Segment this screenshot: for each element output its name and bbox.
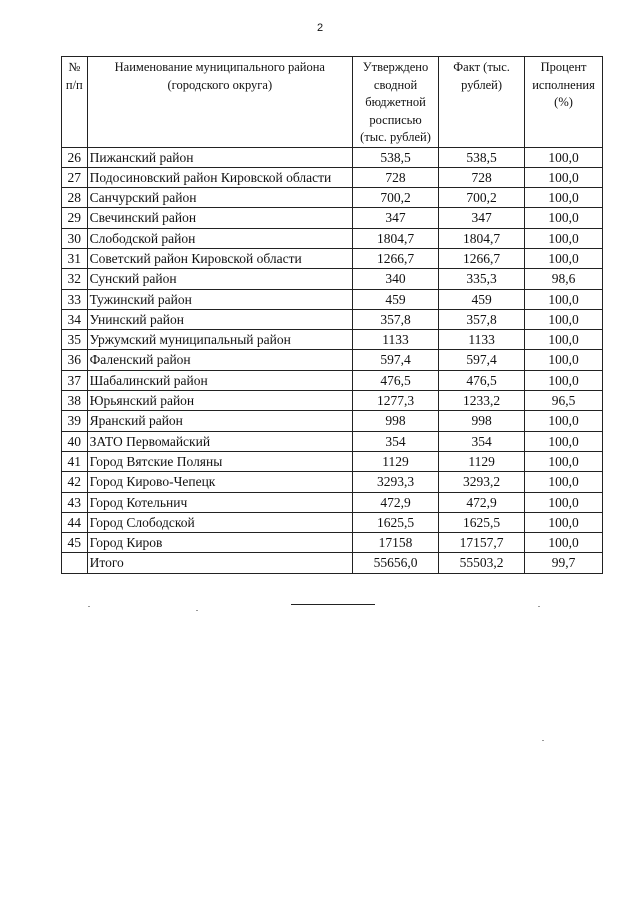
fact-value-cell: 728 bbox=[439, 167, 525, 187]
approved-value-cell: 354 bbox=[352, 431, 438, 451]
scan-speck bbox=[542, 740, 544, 741]
header-row-number: № п/п bbox=[62, 57, 88, 148]
table-row bbox=[62, 228, 603, 248]
row-number-cell: 33 bbox=[62, 289, 88, 309]
district-name-cell: Советский район Кировской области bbox=[87, 248, 352, 268]
row-number-cell: 31 bbox=[62, 248, 88, 268]
district-name-cell: Санчурский район bbox=[87, 188, 352, 208]
scan-speck bbox=[196, 610, 198, 611]
percent-value-cell: 100,0 bbox=[525, 309, 603, 329]
approved-value-cell: 1133 bbox=[352, 330, 438, 350]
approved-value-cell: 597,4 bbox=[352, 350, 438, 370]
fact-value-cell: 700,2 bbox=[439, 188, 525, 208]
row-number-cell: 27 bbox=[62, 167, 88, 187]
percent-value-cell: 100,0 bbox=[525, 492, 603, 512]
percent-value-cell: 100,0 bbox=[525, 411, 603, 431]
fact-value-cell: 3293,2 bbox=[439, 472, 525, 492]
approved-value-cell: 700,2 bbox=[352, 188, 438, 208]
table-row bbox=[62, 512, 603, 532]
percent-value-cell: 100,0 bbox=[525, 228, 603, 248]
table-row bbox=[62, 188, 603, 208]
header-district-name: Наименование муниципального района (городского округа) bbox=[87, 57, 352, 148]
approved-value-cell: 998 bbox=[352, 411, 438, 431]
percent-value-cell: 100,0 bbox=[525, 330, 603, 350]
approved-value-cell: 1804,7 bbox=[352, 228, 438, 248]
fact-value-cell: 335,3 bbox=[439, 269, 525, 289]
approved-value-cell: 1266,7 bbox=[352, 248, 438, 268]
table-row bbox=[62, 289, 603, 309]
row-number-cell: 44 bbox=[62, 512, 88, 532]
percent-value-cell: 98,6 bbox=[525, 269, 603, 289]
closing-separator-line bbox=[291, 604, 375, 605]
approved-value-cell: 459 bbox=[352, 289, 438, 309]
fact-value-cell: 1266,7 bbox=[439, 248, 525, 268]
percent-value-cell: 100,0 bbox=[525, 533, 603, 553]
district-name-cell: Свечинский район bbox=[87, 208, 352, 228]
row-number-cell: 43 bbox=[62, 492, 88, 512]
table-row bbox=[62, 208, 603, 228]
fact-value-cell: 597,4 bbox=[439, 350, 525, 370]
row-number-cell: 30 bbox=[62, 228, 88, 248]
row-number-cell: 26 bbox=[62, 147, 88, 167]
district-name-cell: Фаленский район bbox=[87, 350, 352, 370]
table-row bbox=[62, 411, 603, 431]
percent-value-cell: 100,0 bbox=[525, 248, 603, 268]
percent-value-cell: 96,5 bbox=[525, 391, 603, 411]
table-row bbox=[62, 533, 603, 553]
approved-value-cell: 728 bbox=[352, 167, 438, 187]
district-name-cell: Яранский район bbox=[87, 411, 352, 431]
district-name-cell: Подосиновский район Кировской области bbox=[87, 167, 352, 187]
table-row bbox=[62, 451, 603, 471]
table-row bbox=[62, 167, 603, 187]
fact-value-cell: 1133 bbox=[439, 330, 525, 350]
percent-value-cell: 100,0 bbox=[525, 370, 603, 390]
scan-speck bbox=[538, 606, 540, 607]
fact-value-cell: 1233,2 bbox=[439, 391, 525, 411]
district-name-cell: ЗАТО Первомайский bbox=[87, 431, 352, 451]
table-row bbox=[62, 330, 603, 350]
district-name-cell: Город Слободской bbox=[87, 512, 352, 532]
district-name-cell: Унинский район bbox=[87, 309, 352, 329]
percent-value-cell: 100,0 bbox=[525, 350, 603, 370]
fact-value-cell: 1804,7 bbox=[439, 228, 525, 248]
row-number-cell: 36 bbox=[62, 350, 88, 370]
row-number-cell: 42 bbox=[62, 472, 88, 492]
table-row bbox=[62, 147, 603, 167]
approved-value-cell: 472,9 bbox=[352, 492, 438, 512]
header-fact-amount: Факт (тыс. рублей) bbox=[439, 57, 525, 148]
table-header-row bbox=[62, 57, 603, 148]
table-row bbox=[62, 431, 603, 451]
percent-value-cell: 100,0 bbox=[525, 167, 603, 187]
district-name-cell: Юрьянский район bbox=[87, 391, 352, 411]
percent-value-cell: 100,0 bbox=[525, 147, 603, 167]
fact-value-cell: 472,9 bbox=[439, 492, 525, 512]
percent-value-cell: 100,0 bbox=[525, 431, 603, 451]
approved-value-cell: 340 bbox=[352, 269, 438, 289]
percent-value-cell: 100,0 bbox=[525, 512, 603, 532]
table-row bbox=[62, 472, 603, 492]
approved-value-cell: 538,5 bbox=[352, 147, 438, 167]
total-percent-value: 99,7 bbox=[525, 553, 603, 573]
approved-value-cell: 476,5 bbox=[352, 370, 438, 390]
approved-value-cell: 1129 bbox=[352, 451, 438, 471]
table-row bbox=[62, 391, 603, 411]
district-name-cell: Пижанский район bbox=[87, 147, 352, 167]
percent-value-cell: 100,0 bbox=[525, 472, 603, 492]
page-number: 2 bbox=[316, 22, 324, 34]
approved-value-cell: 17158 bbox=[352, 533, 438, 553]
table-total-row bbox=[62, 553, 603, 573]
district-name-cell: Город Котельнич bbox=[87, 492, 352, 512]
fact-value-cell: 17157,7 bbox=[439, 533, 525, 553]
table-row bbox=[62, 309, 603, 329]
total-approved-value: 55656,0 bbox=[352, 553, 438, 573]
approved-value-cell: 1625,5 bbox=[352, 512, 438, 532]
row-number-cell: 38 bbox=[62, 391, 88, 411]
table-row bbox=[62, 248, 603, 268]
row-number-cell: 35 bbox=[62, 330, 88, 350]
row-number-cell: 37 bbox=[62, 370, 88, 390]
approved-value-cell: 3293,3 bbox=[352, 472, 438, 492]
district-name-cell: Тужинский район bbox=[87, 289, 352, 309]
district-name-cell: Город Вятские Поляны bbox=[87, 451, 352, 471]
percent-value-cell: 100,0 bbox=[525, 188, 603, 208]
table-row bbox=[62, 269, 603, 289]
table-row bbox=[62, 370, 603, 390]
fact-value-cell: 459 bbox=[439, 289, 525, 309]
row-number-cell: 45 bbox=[62, 533, 88, 553]
table-row bbox=[62, 350, 603, 370]
approved-value-cell: 347 bbox=[352, 208, 438, 228]
total-label: Итого bbox=[87, 553, 352, 573]
row-number-cell: 32 bbox=[62, 269, 88, 289]
row-number-cell: 28 bbox=[62, 188, 88, 208]
fact-value-cell: 347 bbox=[439, 208, 525, 228]
district-name-cell: Город Кирово-Чепецк bbox=[87, 472, 352, 492]
approved-value-cell: 1277,3 bbox=[352, 391, 438, 411]
fact-value-cell: 1129 bbox=[439, 451, 525, 471]
row-number-cell: 39 bbox=[62, 411, 88, 431]
budget-execution-table bbox=[61, 56, 603, 574]
fact-value-cell: 476,5 bbox=[439, 370, 525, 390]
district-name-cell: Уржумский муниципальный район bbox=[87, 330, 352, 350]
fact-value-cell: 538,5 bbox=[439, 147, 525, 167]
district-name-cell: Шабалинский район bbox=[87, 370, 352, 390]
table-row bbox=[62, 492, 603, 512]
percent-value-cell: 100,0 bbox=[525, 451, 603, 471]
district-name-cell: Слободской район bbox=[87, 228, 352, 248]
approved-value-cell: 357,8 bbox=[352, 309, 438, 329]
row-number-cell: 29 bbox=[62, 208, 88, 228]
district-name-cell: Город Киров bbox=[87, 533, 352, 553]
total-fact-value: 55503,2 bbox=[439, 553, 525, 573]
percent-value-cell: 100,0 bbox=[525, 208, 603, 228]
fact-value-cell: 354 bbox=[439, 431, 525, 451]
row-number-cell: 34 bbox=[62, 309, 88, 329]
total-number-cell bbox=[62, 553, 88, 573]
header-approved-amount: Утверждено сводной бюджетной росписью (тыс. рублей) bbox=[352, 57, 438, 148]
row-number-cell: 40 bbox=[62, 431, 88, 451]
scan-speck bbox=[88, 606, 90, 607]
district-name-cell: Сунский район bbox=[87, 269, 352, 289]
percent-value-cell: 100,0 bbox=[525, 289, 603, 309]
row-number-cell: 41 bbox=[62, 451, 88, 471]
header-execution-percent: Процент исполнения (%) bbox=[525, 57, 603, 148]
fact-value-cell: 998 bbox=[439, 411, 525, 431]
fact-value-cell: 357,8 bbox=[439, 309, 525, 329]
fact-value-cell: 1625,5 bbox=[439, 512, 525, 532]
